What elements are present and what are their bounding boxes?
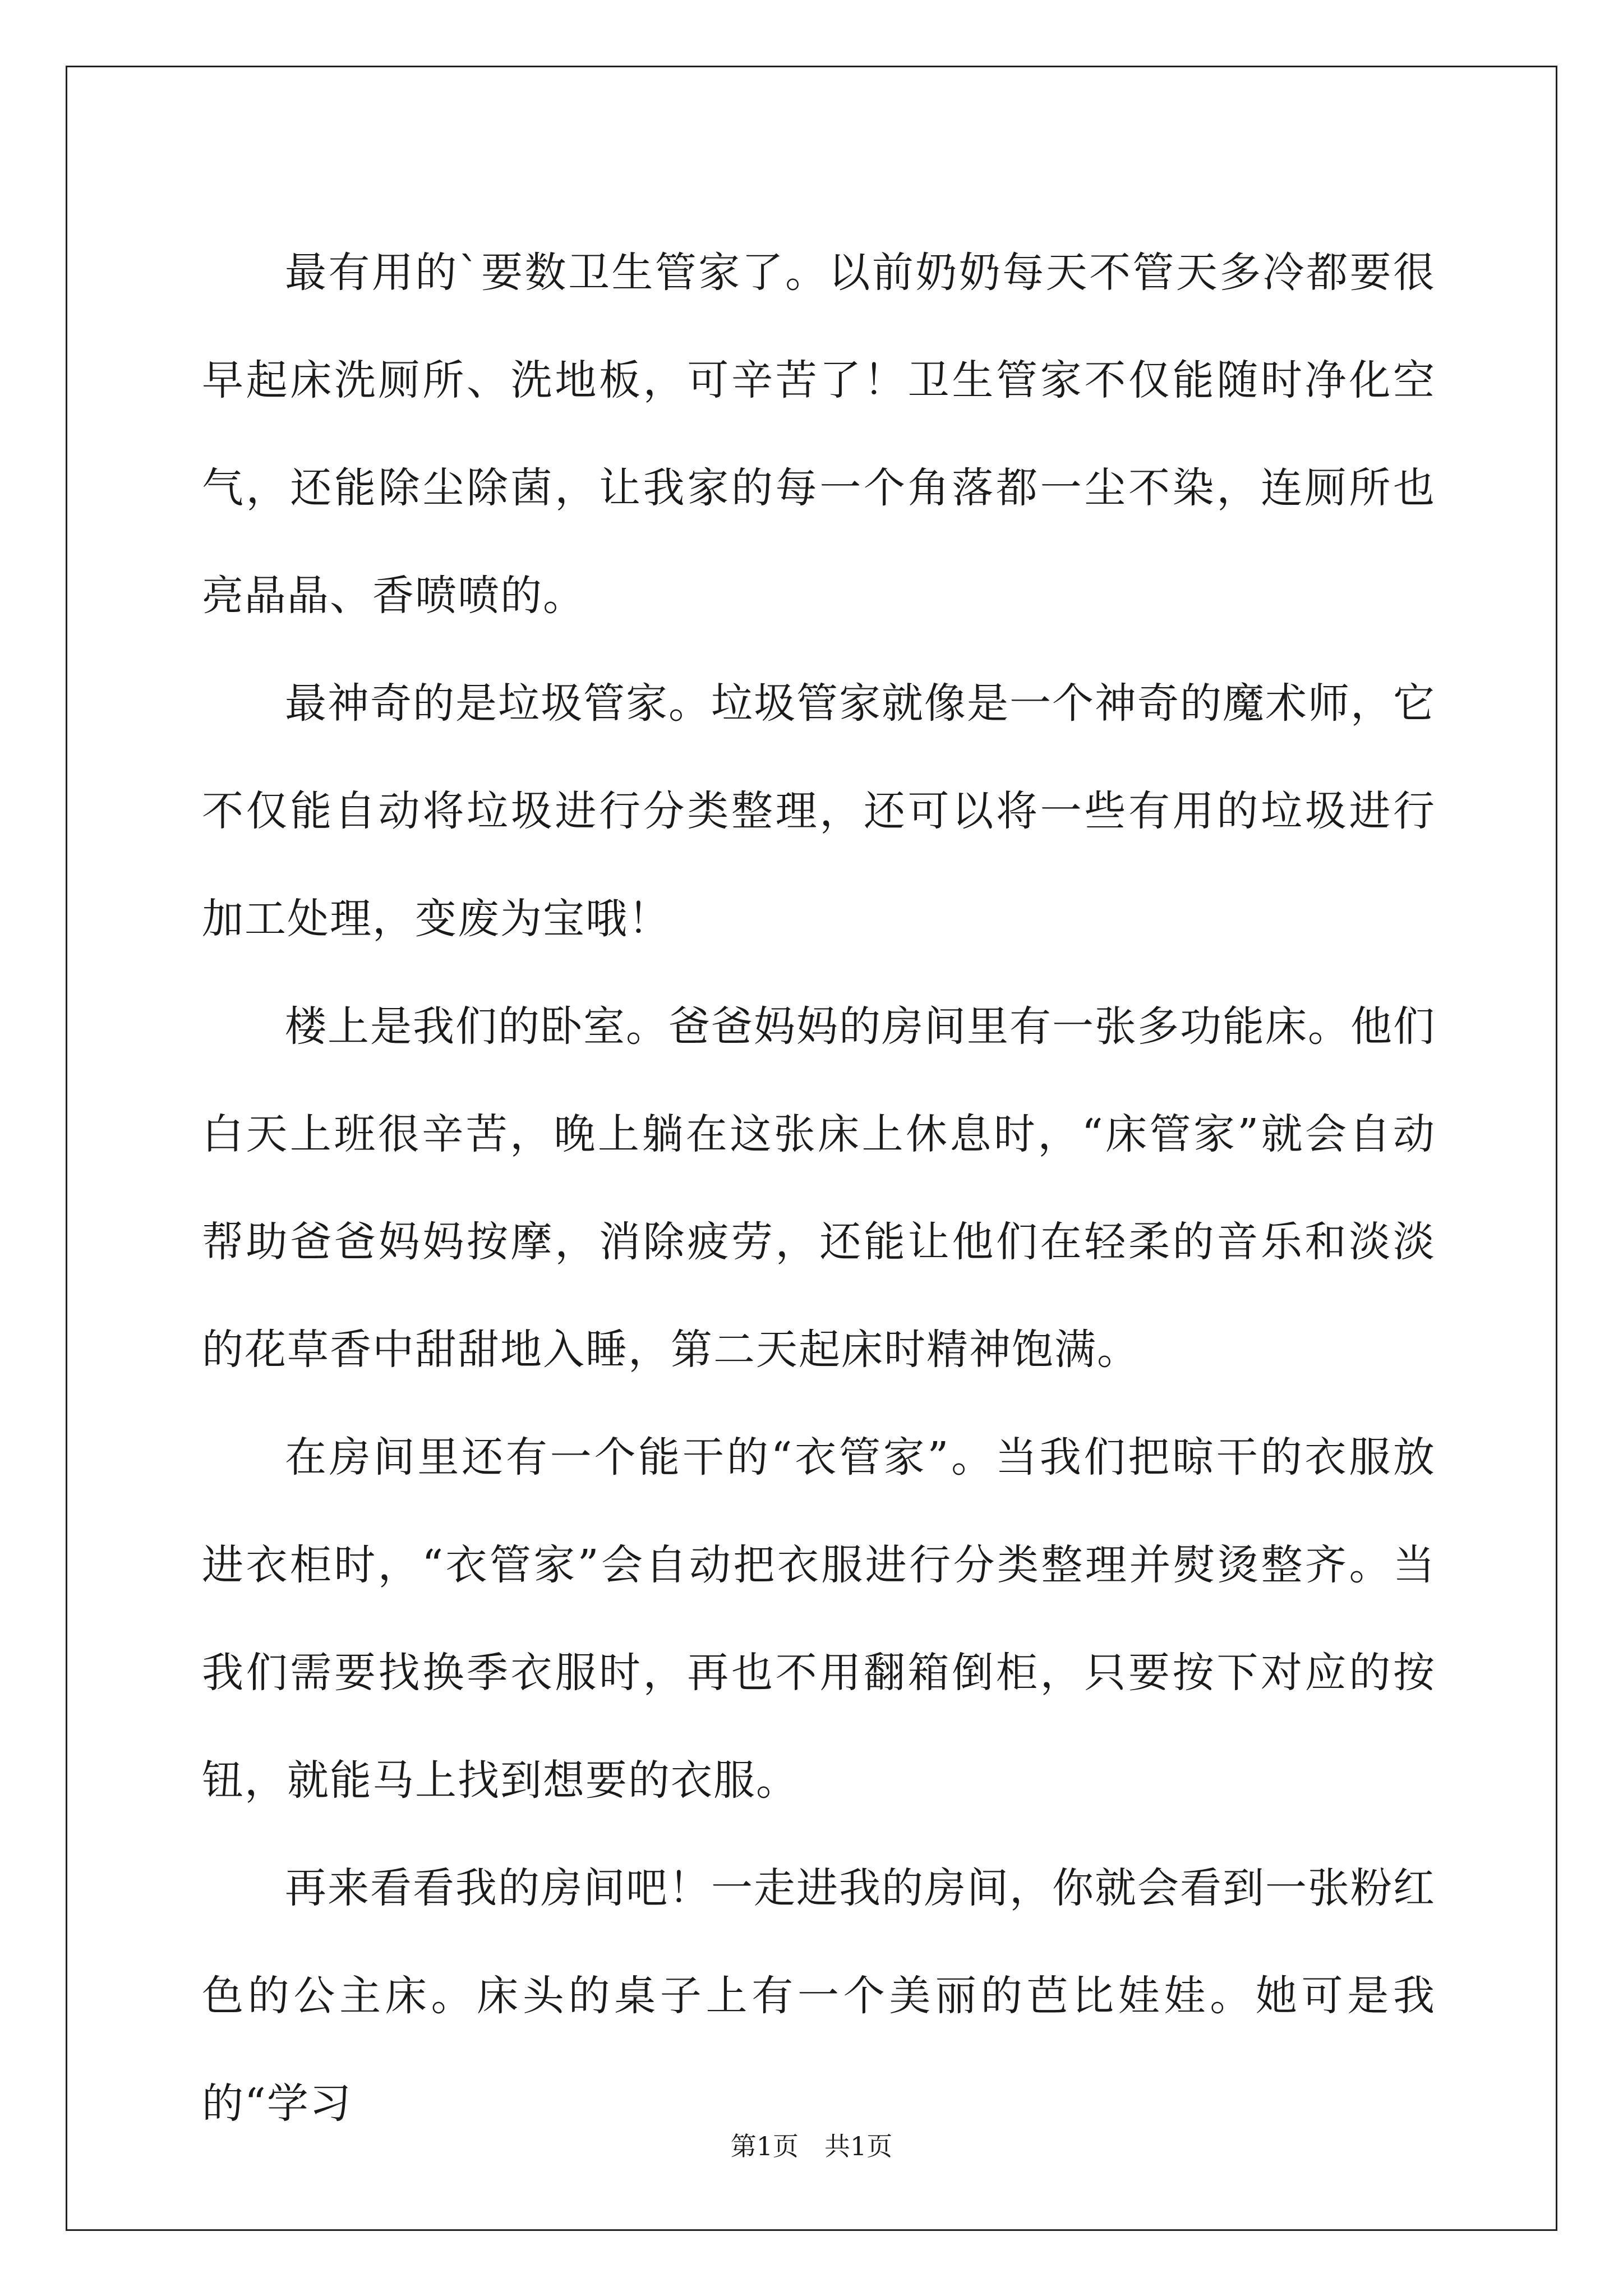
paragraph-3: 楼上是我们的卧室。爸爸妈妈的房间里有一张多功能床。他们白天上班很辛苦，晚上躺在这张床上休息时，“床管家”就会自动帮助爸爸妈妈按摩，消除疲劳，还能让他们在轻柔的音乐和淡淡的花草香中甜甜地入睡，第二天起床时精神饱满。	[202, 1002, 1436, 1374]
paragraph-2: 最神奇的是垃圾管家。垃圾管家就像是一个神奇的魔术师，它不仅能自动将垃圾进行分类整理，还可以将一些有用的垃圾进行加工处理，变废为宝哦！	[202, 679, 1436, 943]
paragraph-1: 最有用的`要数卫生管家了。以前奶奶每天不管天多冷都要很早起床洗厕所、洗地板，可辛苦了！卫生管家不仅能随时净化空气，还能除尘除菌，让我家的每一个角落都一尘不染，连厕所也亮晶晶、香喷喷的。	[202, 249, 1436, 620]
page-footer: 第1页 共1页	[730, 2131, 893, 2161]
paragraph-5: 再来看看我的房间吧！一走进我的房间，你就会看到一张粉红色的公主床。床头的桌子上有一个美丽的芭比娃娃。她可是我的“学习	[202, 1864, 1436, 2128]
paragraph-4: 在房间里还有一个能干的“衣管家”。当我们把晾干的衣服放进衣柜时，“衣管家”会自动把衣服进行分类整理并熨烫整齐。当我们需要找换季衣服时，再也不用翻箱倒柜，只要按下对应的按钮，就能马上找到想要的衣服。	[202, 1433, 1436, 1805]
document-body	[202, 219, 1436, 2157]
